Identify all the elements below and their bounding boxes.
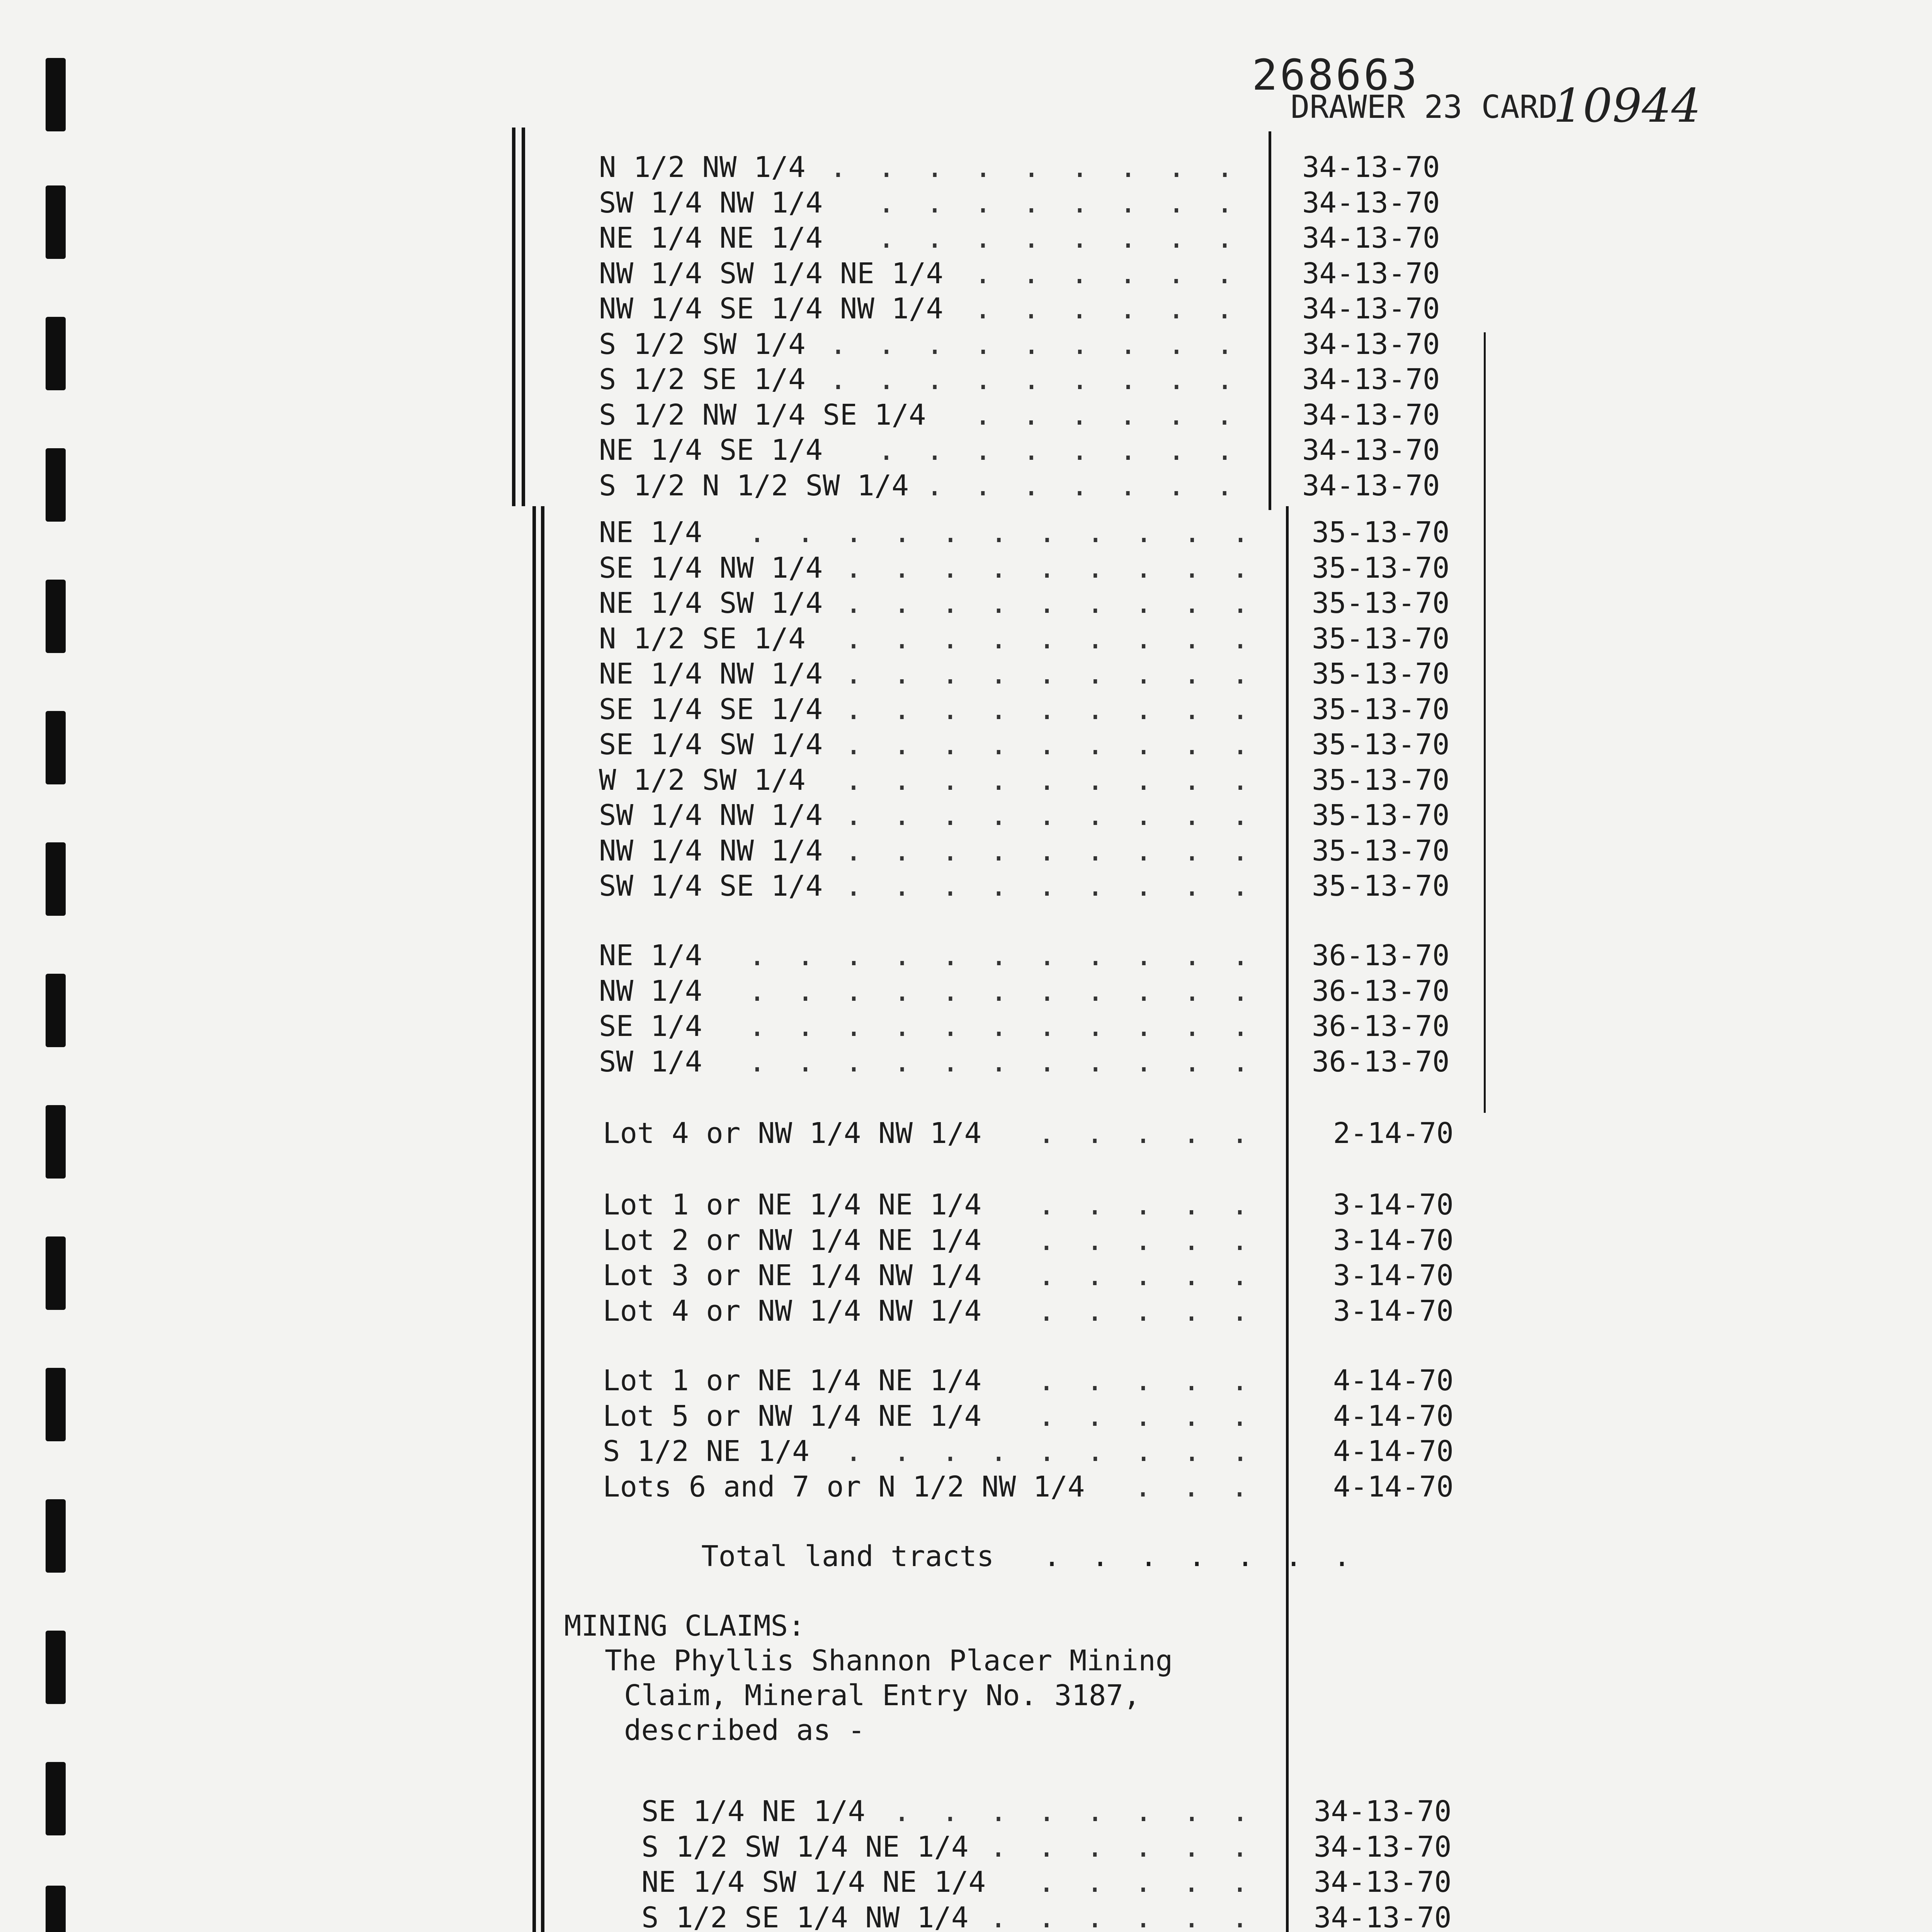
tract-description: Lot 1 or NE 1/4 NE 1/4: [603, 1188, 982, 1221]
tract-description: N 1/2 NW 1/4: [599, 151, 806, 184]
section-township-range: 4-14-70: [1333, 1470, 1454, 1503]
section-township-range: 4-14-70: [1333, 1435, 1454, 1468]
section-township-range: 34-13-70: [1314, 1866, 1452, 1899]
dot-leader: . . . . . . . . .: [829, 363, 1241, 396]
dot-leader: . . . . . . . . . . .: [748, 939, 1256, 972]
section-township-range: 34-13-70: [1302, 151, 1440, 184]
section-township-range: 36-13-70: [1312, 975, 1450, 1008]
code-column-divider-upper: [1269, 131, 1271, 510]
tract-description: NW 1/4: [599, 975, 702, 1008]
section-township-range: 34-13-70: [1302, 434, 1440, 467]
binder-hole: [46, 1762, 66, 1835]
mining-claims-heading: MINING CLAIMS:: [564, 1609, 805, 1643]
tract-description: SW 1/4: [599, 1045, 702, 1078]
dot-leader: . . . . . . . . . . .: [748, 975, 1256, 1008]
dot-leader: . . . . . . . .: [878, 434, 1240, 467]
dot-leader: . . . . .: [1038, 1294, 1255, 1328]
dot-leader: . . . . . . . .: [878, 186, 1240, 219]
tract-description: Lot 2 or NW 1/4 NE 1/4: [603, 1224, 982, 1257]
dot-leader: . . . . . . . . .: [845, 693, 1256, 726]
tract-description: S 1/2 SE 1/4: [599, 363, 806, 396]
section-township-range: 34-13-70: [1302, 257, 1440, 290]
margin-bar-left-outer: [512, 128, 515, 506]
binder-hole: [46, 58, 66, 131]
section-township-range: 34-13-70: [1302, 363, 1440, 396]
tract-description: SW 1/4 NW 1/4: [599, 799, 823, 832]
tract-description: SE 1/4: [599, 1010, 702, 1043]
dot-leader: . . . . . .: [974, 292, 1240, 325]
section-township-range: 34-13-70: [1302, 221, 1440, 255]
document-number: 268663: [1252, 50, 1420, 100]
section-township-range: 35-13-70: [1312, 551, 1450, 585]
dot-leader: . . . . .: [1038, 1400, 1255, 1433]
binder-hole: [46, 1105, 66, 1179]
dot-leader: . . . . . . .: [926, 469, 1240, 502]
tract-description: NE 1/4: [599, 516, 702, 549]
section-township-range: 35-13-70: [1312, 657, 1450, 690]
tract-description: S 1/2 NE 1/4: [603, 1435, 810, 1468]
section-township-range: 34-13-70: [1302, 328, 1440, 361]
section-township-range: 35-13-70: [1312, 764, 1450, 797]
tract-description: Lot 1 or NE 1/4 NE 1/4: [603, 1364, 982, 1397]
dot-leader: . . . . . . . . . . .: [748, 516, 1256, 549]
right-bracket-line: [1484, 332, 1486, 1113]
card-number-handwritten: 10944: [1553, 79, 1701, 133]
section-township-range: 3-14-70: [1333, 1188, 1454, 1221]
tract-description: SE 1/4 NE 1/4: [641, 1795, 866, 1828]
dot-leader: . . . . . . . . . . .: [748, 1045, 1256, 1078]
dot-leader: . . . . . . . . .: [845, 799, 1256, 832]
binder-hole: [46, 1499, 66, 1573]
dot-leader: . . . . .: [1038, 1117, 1255, 1150]
section-township-range: 34-13-70: [1314, 1830, 1452, 1864]
tract-description: NE 1/4 SW 1/4: [599, 587, 823, 620]
tract-description: Lot 3 or NE 1/4 NW 1/4: [603, 1259, 982, 1292]
tract-description: NE 1/4 SE 1/4: [599, 434, 823, 467]
binder-hole: [46, 317, 66, 390]
section-township-range: 4-14-70: [1333, 1400, 1454, 1433]
binder-hole: [46, 185, 66, 259]
dot-leader: . . . . . .: [974, 398, 1240, 432]
binder-hole: [46, 711, 66, 784]
binder-hole: [46, 1631, 66, 1704]
tract-description: S 1/2 NW 1/4 SE 1/4: [599, 398, 926, 432]
dot-leader: . . . . . . . . .: [829, 328, 1241, 361]
dot-leader: . . . . . . . . .: [845, 551, 1256, 585]
section-township-range: 35-13-70: [1312, 622, 1450, 655]
binder-hole: [46, 448, 66, 522]
section-township-range: 36-13-70: [1312, 1045, 1450, 1078]
section-township-range: 34-13-70: [1302, 186, 1440, 219]
dot-leader: . . . . . .: [990, 1830, 1256, 1864]
dot-leader: . . .: [1134, 1470, 1255, 1503]
binder-hole: [46, 580, 66, 653]
dot-leader: . . . . . . . . .: [829, 151, 1241, 184]
dot-leader: . . . . . . . .: [878, 221, 1240, 255]
dot-leader: . . . . . . . . . . .: [748, 1010, 1256, 1043]
section-township-range: 34-13-70: [1302, 292, 1440, 325]
dot-leader: . . . . . . . .: [893, 1795, 1256, 1828]
tract-description: NW 1/4 NW 1/4: [599, 834, 823, 867]
section-township-range: 3-14-70: [1333, 1224, 1454, 1257]
section-township-range: 34-13-70: [1314, 1901, 1452, 1932]
tract-description: N 1/2 SE 1/4: [599, 622, 806, 655]
binder-hole: [46, 842, 66, 916]
tract-description: NW 1/4 SW 1/4 NE 1/4: [599, 257, 944, 290]
dot-leader: . . . . .: [1038, 1866, 1255, 1899]
tract-description: SE 1/4 NW 1/4: [599, 551, 823, 585]
binder-hole: [46, 1368, 66, 1441]
tract-description: SW 1/4 NW 1/4: [599, 186, 823, 219]
section-township-range: 35-13-70: [1312, 799, 1450, 832]
dot-leader: . . . . .: [1038, 1224, 1255, 1257]
tract-description: W 1/2 SW 1/4: [599, 764, 806, 797]
tract-description: SW 1/4 SE 1/4: [599, 869, 823, 903]
tract-description: NE 1/4: [599, 939, 702, 972]
binder-hole: [46, 974, 66, 1047]
dot-leader: . . . . .: [1038, 1259, 1255, 1292]
tract-description: NE 1/4 SW 1/4 NE 1/4: [641, 1866, 986, 1899]
section-township-range: 34-13-70: [1302, 469, 1440, 502]
section-township-range: 2-14-70: [1333, 1117, 1454, 1150]
section-township-range: 35-13-70: [1312, 693, 1450, 726]
dot-leader: . . . . . . . . .: [845, 1435, 1256, 1468]
section-township-range: 34-13-70: [1302, 398, 1440, 432]
dot-leader: . . . . . . . . .: [845, 834, 1256, 867]
tract-description: Lot 4 or NW 1/4 NW 1/4: [603, 1294, 982, 1328]
mining-intro-line-2: Claim, Mineral Entry No. 3187,: [624, 1679, 1141, 1712]
section-township-range: 35-13-70: [1312, 728, 1450, 761]
tract-description: S 1/2 SW 1/4 NE 1/4: [641, 1830, 969, 1864]
mining-intro-line-3: described as -: [624, 1714, 865, 1747]
dot-leader: . . . . . . . . .: [845, 728, 1256, 761]
tract-description: S 1/2 N 1/2 SW 1/4: [599, 469, 909, 502]
tract-description: Lot 5 or NW 1/4 NE 1/4: [603, 1400, 982, 1433]
section-township-range: 35-13-70: [1312, 834, 1450, 867]
binder-hole: [46, 1886, 66, 1932]
dot-leader: . . . . . . . . .: [845, 657, 1256, 690]
tract-description: SE 1/4 SE 1/4: [599, 693, 823, 726]
section-township-range: 35-13-70: [1312, 516, 1450, 549]
section-township-range: 36-13-70: [1312, 1010, 1450, 1043]
dot-leader: . . . . . . . . .: [845, 764, 1256, 797]
binder-hole: [46, 1236, 66, 1310]
dot-leader: . . . . . . . . .: [845, 622, 1256, 655]
section-township-range: 3-14-70: [1333, 1294, 1454, 1328]
dot-leader: . . . . . . . . .: [845, 587, 1256, 620]
drawer-card-label: DRAWER 23 CARD: [1291, 89, 1558, 126]
margin-bar-lower-inner: [541, 506, 544, 1932]
section-township-range: 35-13-70: [1312, 869, 1450, 903]
section-township-range: 35-13-70: [1312, 587, 1450, 620]
tract-description: Lots 6 and 7 or N 1/2 NW 1/4: [603, 1470, 1085, 1503]
dot-leader: . . . . . . . . .: [845, 869, 1256, 903]
tract-description: NE 1/4 NW 1/4: [599, 657, 823, 690]
binder-holes: [0, 0, 77, 1932]
dot-leader: . . . . .: [1038, 1188, 1255, 1221]
tract-description: Lot 4 or NW 1/4 NW 1/4: [603, 1117, 982, 1150]
margin-bar-lower-outer: [532, 506, 536, 1932]
code-column-divider-lower: [1286, 506, 1289, 1932]
tract-description: NE 1/4 NE 1/4: [599, 221, 823, 255]
dot-leader: . . . . . .: [974, 257, 1240, 290]
mining-intro-line-1: The Phyllis Shannon Placer Mining: [605, 1644, 1173, 1677]
section-township-range: 36-13-70: [1312, 939, 1450, 972]
tract-description: S 1/2 SE 1/4 NW 1/4: [641, 1901, 969, 1932]
tract-description: SE 1/4 SW 1/4: [599, 728, 823, 761]
margin-bar-left-inner: [522, 128, 525, 506]
section-township-range: 4-14-70: [1333, 1364, 1454, 1397]
dot-leader: . . . . .: [1038, 1364, 1255, 1397]
tract-description: S 1/2 SW 1/4: [599, 328, 806, 361]
tract-description: NW 1/4 SE 1/4 NW 1/4: [599, 292, 944, 325]
total-land-tracts-label: Total land tracts: [701, 1540, 994, 1573]
total-leader: . . . . . . .: [1043, 1540, 1358, 1573]
dot-leader: . . . . . .: [990, 1901, 1256, 1932]
section-township-range: 34-13-70: [1314, 1795, 1452, 1828]
section-township-range: 3-14-70: [1333, 1259, 1454, 1292]
